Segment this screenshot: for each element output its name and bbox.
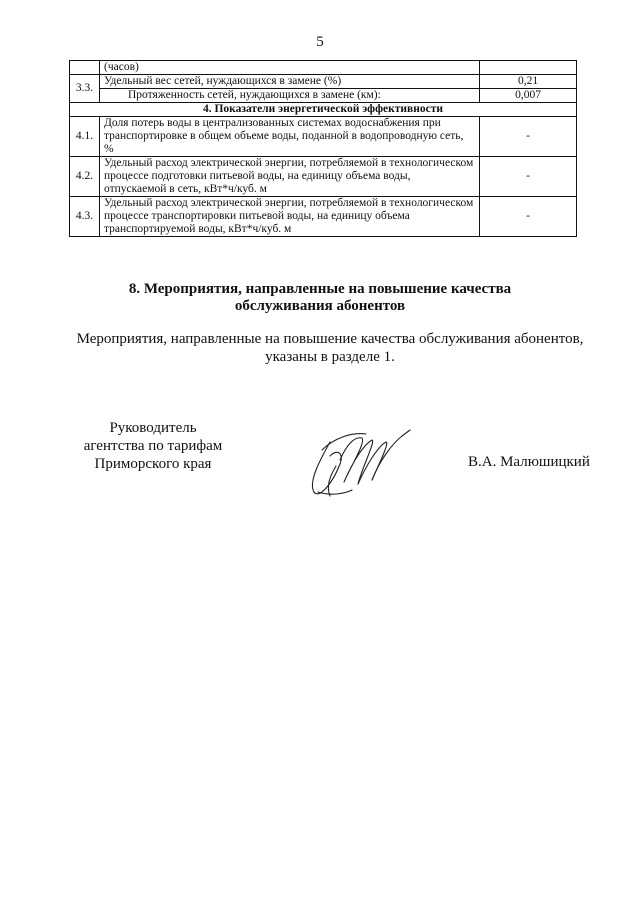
indicators-table	[69, 60, 577, 237]
heading-line: 8. Мероприятия, направленные на повышение качества	[128, 281, 512, 297]
handwritten-signature-icon	[300, 420, 420, 510]
table-row	[70, 61, 577, 75]
row-value: 0,21	[480, 75, 577, 89]
paragraph-line: Мероприятия, направленные на повышение качества обслуживания абонентов,	[76, 331, 584, 347]
row-description: Протяженность сетей, нуждающихся в замене (км):	[100, 89, 480, 103]
paragraph-line: указаны в разделе 1.	[265, 349, 395, 365]
signer-name: В.А. Малюшицкий	[468, 454, 590, 470]
row-value: -	[480, 117, 577, 157]
row-value: -	[480, 157, 577, 197]
table-row	[70, 197, 577, 237]
signer-title	[58, 419, 248, 473]
row-number	[70, 61, 100, 75]
table-row	[70, 89, 577, 103]
row-description: Удельный вес сетей, нуждающихся в замене (%)	[100, 75, 480, 89]
page-number: 5	[316, 34, 324, 50]
row-number: 4.3.	[70, 197, 100, 237]
row-value: -	[480, 197, 577, 237]
table-row	[70, 75, 577, 89]
signer-title-line: агентства по тарифам	[83, 438, 223, 454]
section-8-heading	[0, 281, 640, 315]
row-description: (часов)	[100, 61, 480, 75]
row-number: 4.2.	[70, 157, 100, 197]
signer-title-line: Руководитель	[109, 420, 197, 436]
row-number: 3.3.	[70, 75, 100, 103]
row-value	[480, 61, 577, 75]
section-title: 4. Показатели энергетической эффективности	[70, 103, 577, 117]
heading-line: обслуживания абонентов	[234, 298, 406, 314]
row-description: Удельный расход электрической энергии, потребляемой в технологическом процессе подготовки питьевой воды, на единицу объема воды, отпускаемой в сеть, кВт*ч/куб. м	[100, 157, 480, 197]
row-description: Удельный расход электрической энергии, потребляемой в технологическом процессе транспортировки питьевой воды, на единицу объема транспортируемой воды, кВт*ч/куб. м	[100, 197, 480, 237]
row-description: Доля потерь воды в централизованных системах водоснабжения при транспортировке в общем объеме воды, поданной в водопроводную сеть, %	[100, 117, 480, 157]
table-row	[70, 117, 577, 157]
row-value: 0,007	[480, 89, 577, 103]
row-number: 4.1.	[70, 117, 100, 157]
section-8-paragraph	[70, 330, 590, 366]
table-row	[70, 157, 577, 197]
signer-title-line: Приморского края	[94, 456, 212, 472]
section-row	[70, 103, 577, 117]
